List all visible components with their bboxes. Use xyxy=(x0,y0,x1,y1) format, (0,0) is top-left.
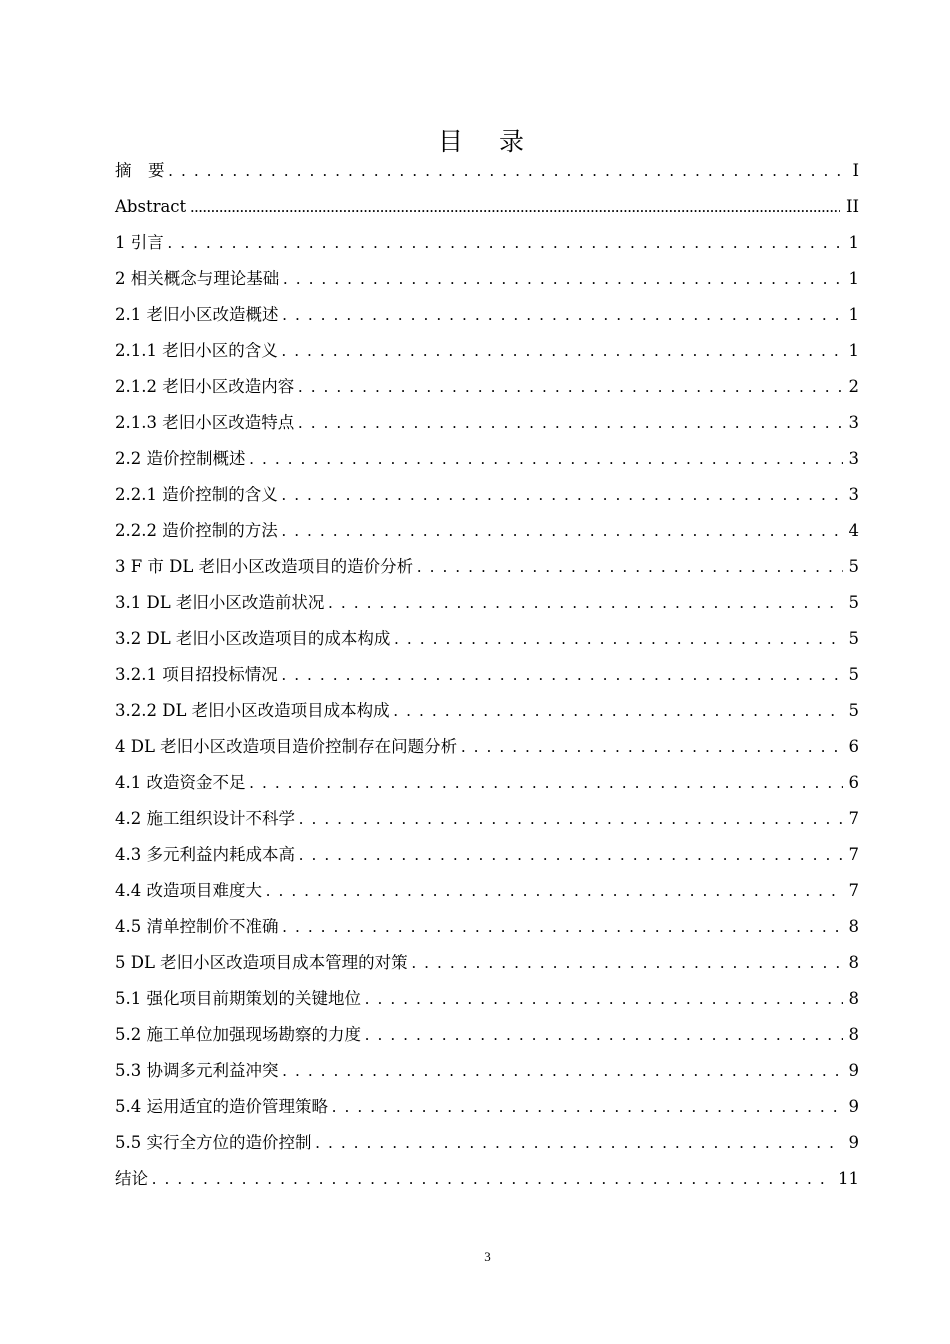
dot-leader xyxy=(299,801,843,837)
toc-entry[interactable] xyxy=(115,333,859,369)
toc-entry-label: 3.2 DL 老旧小区改造项目的成本构成 xyxy=(115,629,391,648)
toc-entry[interactable] xyxy=(115,801,859,837)
toc-entry[interactable] xyxy=(115,1125,859,1161)
toc-entry[interactable] xyxy=(115,585,859,621)
toc-entry[interactable] xyxy=(115,513,859,549)
dot-leader xyxy=(283,297,843,333)
toc-entry-page: 5 xyxy=(848,701,859,720)
toc-entry[interactable] xyxy=(115,837,859,873)
dot-leader xyxy=(169,153,844,189)
toc-entry-conclusion[interactable] xyxy=(115,1161,859,1197)
toc-entry-page: 1 xyxy=(848,233,859,252)
toc-entry-page: 8 xyxy=(848,953,859,972)
toc-entry-page: 1 xyxy=(848,341,859,360)
toc-entry-label: 4.3 多元利益内耗成本高 xyxy=(115,845,295,864)
toc-entry-page: 1 xyxy=(848,269,859,288)
toc-entry[interactable] xyxy=(115,657,859,693)
toc-title: 目 录 xyxy=(438,127,538,156)
toc-entry-label: 4.1 改造资金不足 xyxy=(115,773,246,792)
toc-entry-page: 4 xyxy=(848,521,859,540)
toc-entry[interactable] xyxy=(115,945,859,981)
dot-leader xyxy=(412,945,843,981)
toc-entry-page: 3 xyxy=(848,485,859,504)
toc-entry-page: 8 xyxy=(848,1025,859,1044)
toc-entry-page: 7 xyxy=(848,845,859,864)
toc-entry-label: 1 引言 xyxy=(115,233,164,252)
toc-entry-page: 3 xyxy=(848,449,859,468)
toc-entry-page: 1 xyxy=(848,305,859,324)
table-of-contents xyxy=(115,153,859,1197)
dot-leader xyxy=(298,369,842,405)
dot-leader xyxy=(152,1161,832,1197)
toc-entry-abstract-en[interactable] xyxy=(115,189,859,225)
dot-leader xyxy=(250,765,843,801)
toc-entry-label: 摘 要 xyxy=(115,161,165,180)
toc-entry-label: 3 F 市 DL 老旧小区改造项目的造价分析 xyxy=(115,557,414,576)
toc-entry[interactable] xyxy=(115,477,859,513)
toc-entry-label: Abstract xyxy=(115,197,187,216)
dot-leader xyxy=(365,1017,843,1053)
toc-entry[interactable] xyxy=(115,693,859,729)
dot-leader xyxy=(283,909,843,945)
toc-entry-label: 5 DL 老旧小区改造项目成本管理的对策 xyxy=(115,953,408,972)
dot-leader xyxy=(332,1089,843,1125)
toc-entry-page: 7 xyxy=(848,881,859,900)
dot-leader xyxy=(283,261,842,297)
dot-leader xyxy=(282,513,843,549)
toc-entry[interactable] xyxy=(115,729,859,765)
toc-entry-label: 2.2.1 造价控制的含义 xyxy=(115,485,278,504)
toc-entry-page: 5 xyxy=(848,557,859,576)
toc-entry[interactable] xyxy=(115,369,859,405)
dot-leader xyxy=(283,1053,843,1089)
toc-entry-label: 2 相关概念与理论基础 xyxy=(115,269,280,288)
toc-entry-label: 3.2.1 项目招投标情况 xyxy=(115,665,278,684)
toc-entry-page: 9 xyxy=(848,1061,859,1080)
toc-entry-page: 5 xyxy=(848,593,859,612)
dot-leader xyxy=(299,837,843,873)
toc-entry-label: 2.1.1 老旧小区的含义 xyxy=(115,341,278,360)
toc-entry-label: 3.2.2 DL 老旧小区改造项目成本构成 xyxy=(115,701,390,720)
toc-entry-label: 2.1.2 老旧小区改造内容 xyxy=(115,377,295,396)
toc-entry[interactable] xyxy=(115,1053,859,1089)
toc-entry-label: 2.1 老旧小区改造概述 xyxy=(115,305,279,324)
toc-entry-page: 3 xyxy=(848,413,859,432)
page-number: 3 xyxy=(484,1249,491,1264)
toc-entry-label: 5.2 施工单位加强现场勘察的力度 xyxy=(115,1025,361,1044)
dot-leader xyxy=(394,621,842,657)
toc-entry[interactable] xyxy=(115,297,859,333)
dot-leader xyxy=(250,441,843,477)
toc-entry[interactable] xyxy=(115,405,859,441)
toc-entry-page: 7 xyxy=(848,809,859,828)
toc-entry-label: 5.5 实行全方位的造价控制 xyxy=(115,1133,312,1152)
toc-entry-label: 2.2 造价控制概述 xyxy=(115,449,246,468)
toc-entry-label: 4.2 施工组织设计不科学 xyxy=(115,809,295,828)
toc-entry[interactable] xyxy=(115,549,859,585)
toc-entry-label: 3.1 DL 老旧小区改造前状况 xyxy=(115,593,325,612)
dot-leader xyxy=(417,549,842,585)
toc-entry[interactable] xyxy=(115,225,859,261)
toc-entry-label: 5.1 强化项目前期策划的关键地位 xyxy=(115,989,361,1008)
toc-entry-label: 4.5 清单控制价不准确 xyxy=(115,917,279,936)
toc-entry-label: 结论 xyxy=(115,1169,148,1188)
toc-entry[interactable] xyxy=(115,765,859,801)
dot-leader xyxy=(282,477,843,513)
toc-entry-page: 5 xyxy=(848,629,859,648)
dot-leader xyxy=(168,225,843,261)
toc-entry-page: 8 xyxy=(848,917,859,936)
toc-entry[interactable] xyxy=(115,1017,859,1053)
dot-leader xyxy=(190,189,840,225)
dot-leader xyxy=(394,693,843,729)
toc-entry-page: 5 xyxy=(848,665,859,684)
toc-entry-page: II xyxy=(845,197,859,216)
toc-entry-page: 6 xyxy=(848,773,859,792)
dot-leader xyxy=(298,405,842,441)
dot-leader xyxy=(282,333,843,369)
toc-entry-label: 2.1.3 老旧小区改造特点 xyxy=(115,413,295,432)
toc-entry[interactable] xyxy=(115,441,859,477)
dot-leader xyxy=(365,981,843,1017)
dot-leader xyxy=(316,1125,843,1161)
toc-entry-page: 11 xyxy=(838,1169,859,1188)
toc-entry[interactable] xyxy=(115,909,859,945)
toc-entry-label: 4 DL 老旧小区改造项目造价控制存在问题分析 xyxy=(115,737,458,756)
dot-leader xyxy=(266,873,843,909)
toc-entry-page: 8 xyxy=(848,989,859,1008)
toc-entry-page: 9 xyxy=(848,1097,859,1116)
toc-entry-label: 2.2.2 造价控制的方法 xyxy=(115,521,278,540)
toc-entry-page: 6 xyxy=(848,737,859,756)
toc-entry-page: I xyxy=(852,161,859,180)
toc-entry-page: 2 xyxy=(848,377,859,396)
dot-leader xyxy=(461,729,842,765)
toc-entry-page: 9 xyxy=(848,1133,859,1152)
toc-entry-abstract-cn[interactable] xyxy=(115,153,859,189)
toc-entry[interactable] xyxy=(115,981,859,1017)
toc-entry-label: 5.3 协调多元利益冲突 xyxy=(115,1061,279,1080)
toc-entry[interactable] xyxy=(115,873,859,909)
toc-entry[interactable] xyxy=(115,1089,859,1125)
toc-entry-label: 5.4 运用适宜的造价管理策略 xyxy=(115,1097,328,1116)
toc-entry-label: 4.4 改造项目难度大 xyxy=(115,881,262,900)
toc-entry[interactable] xyxy=(115,261,859,297)
dot-leader xyxy=(328,585,842,621)
toc-entry[interactable] xyxy=(115,621,859,657)
dot-leader xyxy=(282,657,843,693)
